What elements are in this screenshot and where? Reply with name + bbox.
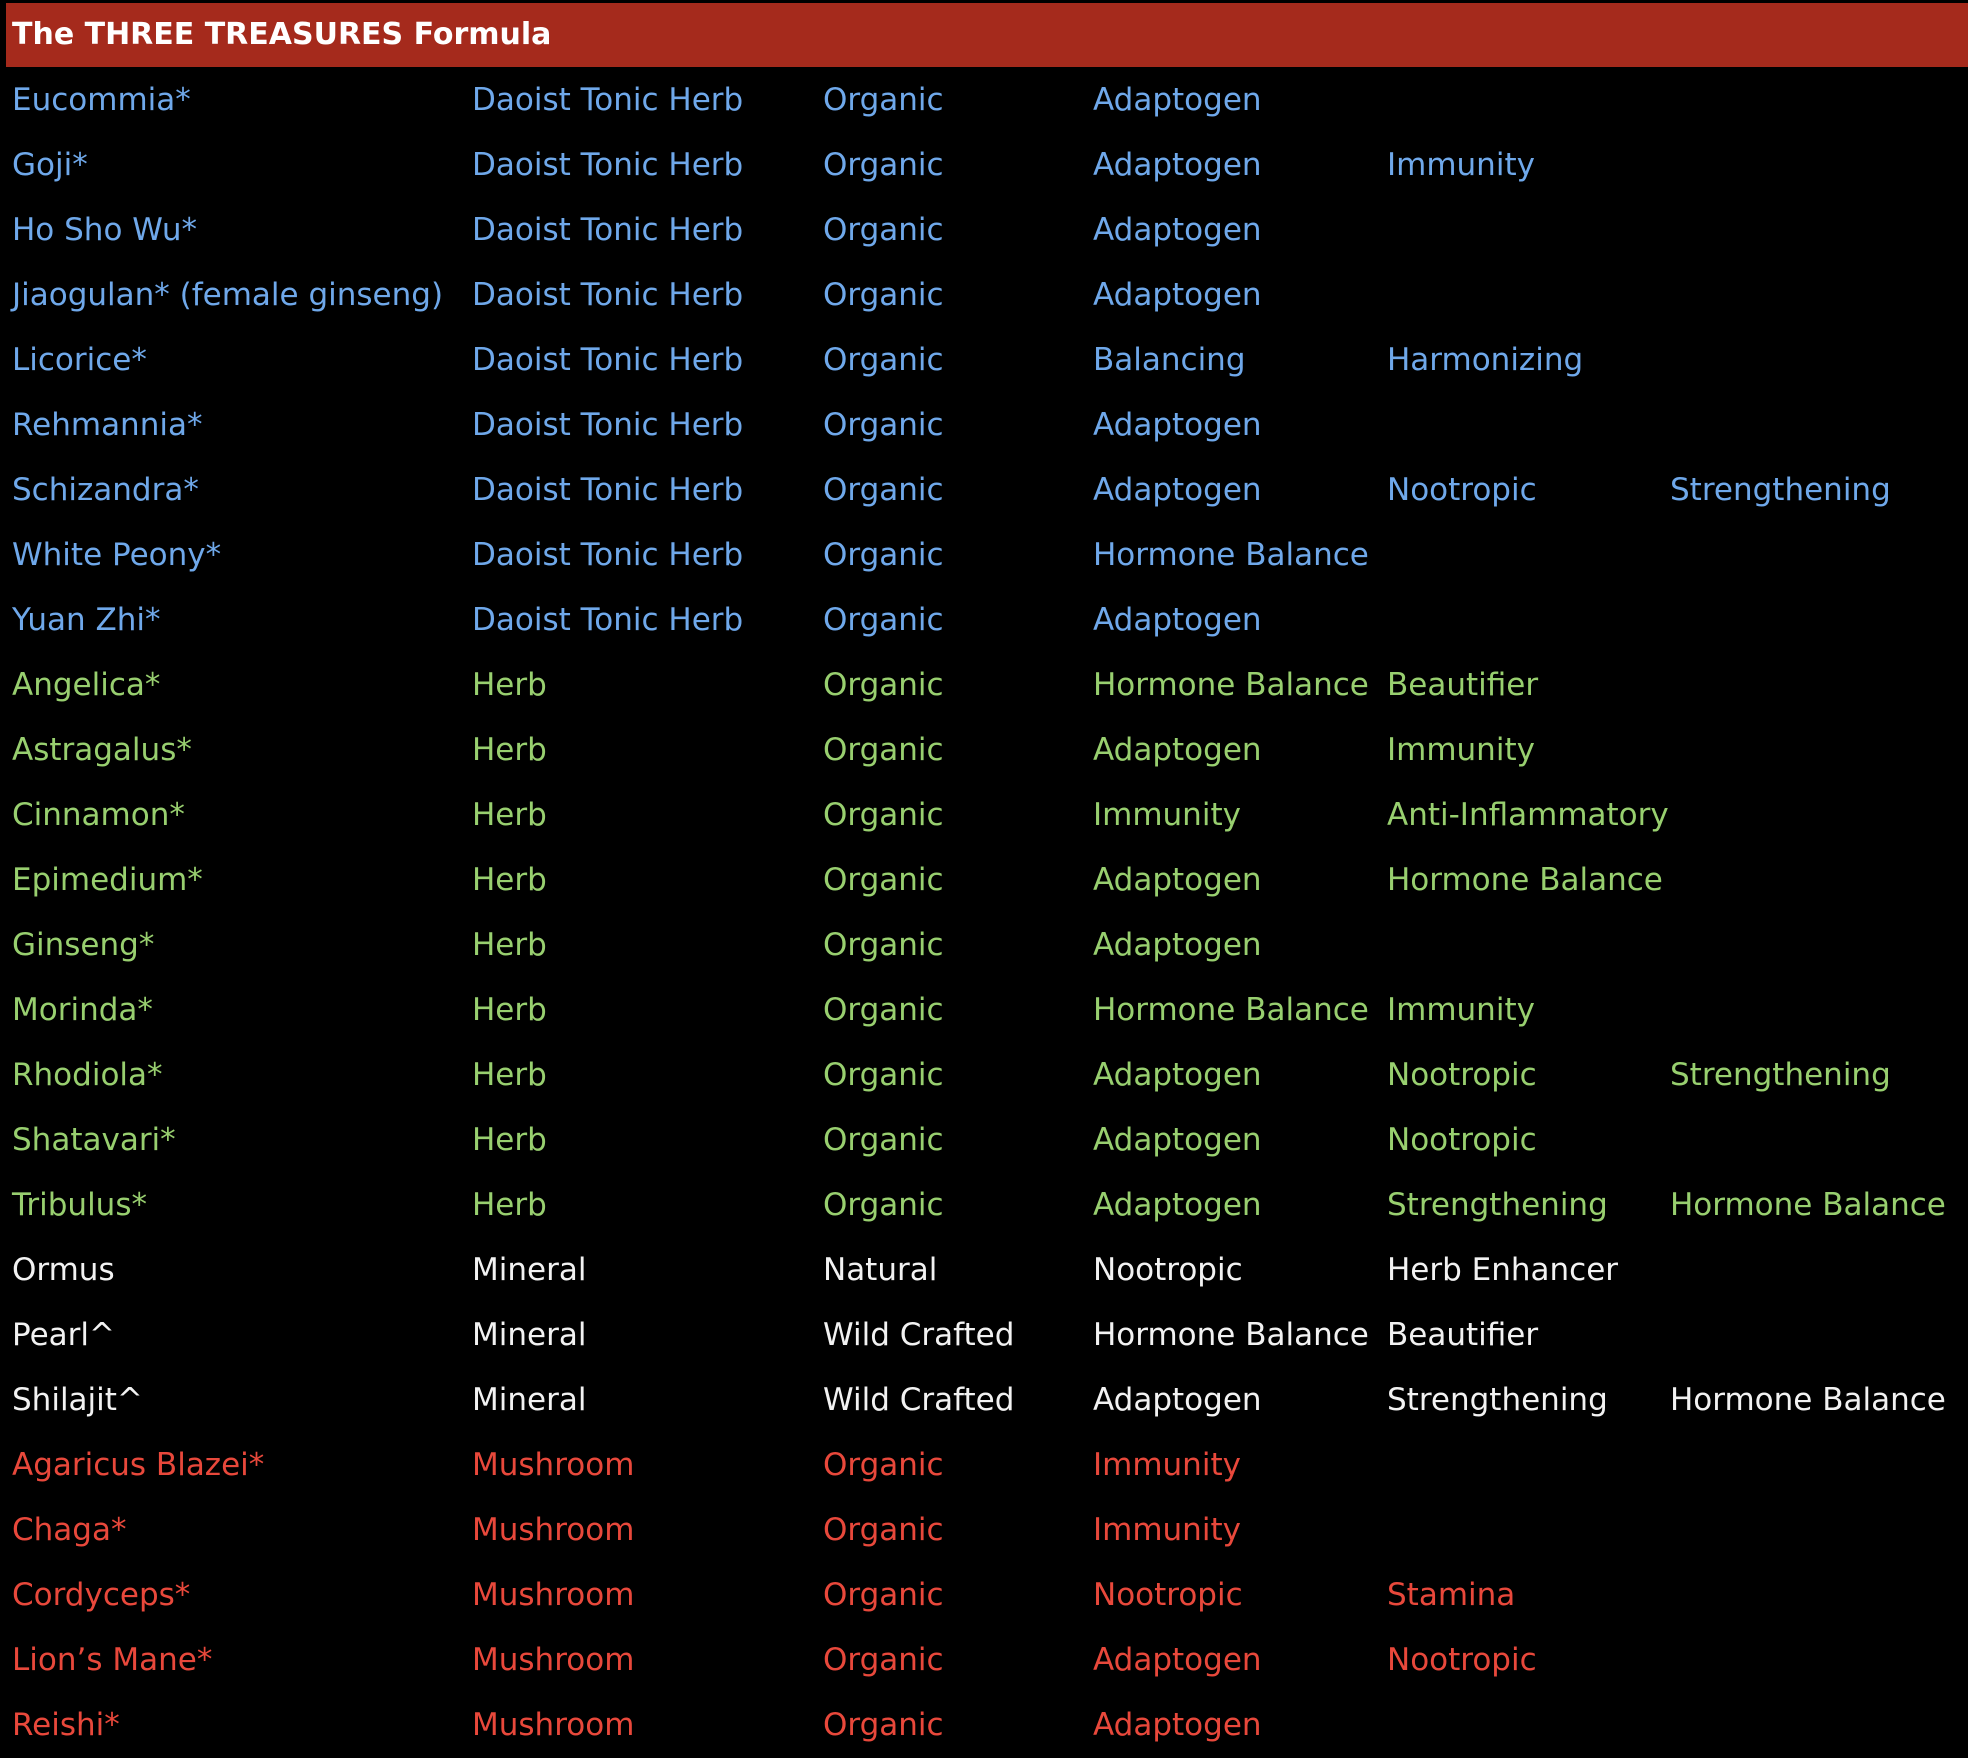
ingredient-name: Ho Sho Wu* [12, 212, 197, 248]
property-1: Adaptogen [1093, 472, 1262, 508]
ingredient-type: Mineral [472, 1382, 587, 1418]
property-1: Adaptogen [1093, 407, 1262, 443]
table-row [0, 328, 1968, 393]
table-row [0, 393, 1968, 458]
sourcing: Organic [823, 992, 944, 1028]
table-row [0, 1563, 1968, 1628]
ingredients-table [0, 68, 1968, 1758]
ingredient-type: Herb [472, 992, 547, 1028]
property-1: Adaptogen [1093, 1642, 1262, 1678]
ingredient-type: Mineral [472, 1252, 587, 1288]
property-1: Adaptogen [1093, 1382, 1262, 1418]
ingredient-type: Herb [472, 1057, 547, 1093]
ingredient-name: Shilajit^ [12, 1382, 143, 1418]
sourcing: Organic [823, 1057, 944, 1093]
table-row [0, 1628, 1968, 1693]
property-1: Hormone Balance [1093, 537, 1369, 573]
ingredient-name: Pearl^ [12, 1317, 115, 1353]
table-title: The THREE TREASURES Formula [6, 3, 1968, 67]
table-row [0, 848, 1968, 913]
property-1: Adaptogen [1093, 82, 1262, 118]
ingredient-name: Reishi* [12, 1707, 120, 1743]
ingredient-type: Mushroom [472, 1642, 635, 1678]
table-row [0, 978, 1968, 1043]
property-2: Hormone Balance [1387, 862, 1663, 898]
ingredient-type: Herb [472, 732, 547, 768]
ingredient-name: Ginseng* [12, 927, 155, 963]
ingredient-type: Mushroom [472, 1577, 635, 1613]
property-1: Balancing [1093, 342, 1246, 378]
table-row [0, 1498, 1968, 1563]
property-2: Nootropic [1387, 472, 1537, 508]
table-row [0, 1238, 1968, 1303]
table-row [0, 263, 1968, 328]
property-2: Immunity [1387, 992, 1535, 1028]
property-1: Adaptogen [1093, 1707, 1262, 1743]
table-row [0, 1173, 1968, 1238]
ingredient-type: Herb [472, 1122, 547, 1158]
property-1: Adaptogen [1093, 212, 1262, 248]
ingredient-name: Ormus [12, 1252, 115, 1288]
property-1: Adaptogen [1093, 1187, 1262, 1223]
table-row [0, 1368, 1968, 1433]
ingredient-name: Tribulus* [12, 1187, 147, 1223]
sourcing: Organic [823, 797, 944, 833]
ingredient-type: Herb [472, 862, 547, 898]
sourcing: Organic [823, 537, 944, 573]
property-2: Herb Enhancer [1387, 1252, 1619, 1288]
table-row [0, 1043, 1968, 1108]
sourcing: Natural [823, 1252, 938, 1288]
ingredient-name: Eucommia* [12, 82, 191, 118]
ingredient-type: Daoist Tonic Herb [472, 537, 744, 573]
ingredient-name: Lion’s Mane* [12, 1642, 213, 1678]
ingredient-type: Herb [472, 667, 547, 703]
sourcing: Organic [823, 277, 944, 313]
sourcing: Organic [823, 602, 944, 638]
table-row [0, 458, 1968, 523]
ingredient-type: Mushroom [472, 1447, 635, 1483]
sourcing: Organic [823, 1512, 944, 1548]
ingredient-type: Daoist Tonic Herb [472, 342, 744, 378]
property-2: Anti-Inflammatory [1387, 797, 1669, 833]
property-2: Beautifier [1387, 1317, 1539, 1353]
sourcing: Organic [823, 472, 944, 508]
ingredient-name: Cordyceps* [12, 1577, 191, 1613]
property-1: Adaptogen [1093, 147, 1262, 183]
sourcing: Organic [823, 732, 944, 768]
property-3: Strengthening [1670, 472, 1891, 508]
property-1: Immunity [1093, 1512, 1241, 1548]
ingredient-name: Chaga* [12, 1512, 127, 1548]
ingredient-name: Agaricus Blazei* [12, 1447, 265, 1483]
ingredient-name: Epimedium* [12, 862, 203, 898]
ingredient-name: Cinnamon* [12, 797, 185, 833]
sourcing: Organic [823, 82, 944, 118]
table-row [0, 1303, 1968, 1368]
sourcing: Wild Crafted [823, 1317, 1015, 1353]
ingredient-type: Mineral [472, 1317, 587, 1353]
ingredient-name: Shatavari* [12, 1122, 176, 1158]
table-row [0, 1433, 1968, 1498]
ingredient-type: Mushroom [472, 1512, 635, 1548]
property-2: Strengthening [1387, 1187, 1608, 1223]
property-1: Adaptogen [1093, 1057, 1262, 1093]
ingredient-name: Angelica* [12, 667, 161, 703]
sourcing: Organic [823, 1577, 944, 1613]
sourcing: Organic [823, 667, 944, 703]
ingredient-name: Astragalus* [12, 732, 192, 768]
property-2: Immunity [1387, 732, 1535, 768]
sourcing: Organic [823, 342, 944, 378]
ingredient-type: Daoist Tonic Herb [472, 212, 744, 248]
ingredient-type: Daoist Tonic Herb [472, 472, 744, 508]
sourcing: Organic [823, 1122, 944, 1158]
table-row [0, 133, 1968, 198]
property-2: Nootropic [1387, 1057, 1537, 1093]
table-row [0, 68, 1968, 133]
ingredient-name: White Peony* [12, 537, 222, 573]
table-row [0, 523, 1968, 588]
sourcing: Organic [823, 212, 944, 248]
ingredient-type: Herb [472, 797, 547, 833]
ingredient-type: Daoist Tonic Herb [472, 407, 744, 443]
ingredient-name: Licorice* [12, 342, 147, 378]
property-1: Adaptogen [1093, 277, 1262, 313]
ingredient-type: Daoist Tonic Herb [472, 147, 744, 183]
ingredient-name: Goji* [12, 147, 88, 183]
sourcing: Organic [823, 862, 944, 898]
ingredient-name: Schizandra* [12, 472, 199, 508]
property-2: Strengthening [1387, 1382, 1608, 1418]
ingredient-type: Daoist Tonic Herb [472, 602, 744, 638]
sourcing: Wild Crafted [823, 1382, 1015, 1418]
table-row [0, 718, 1968, 783]
property-1: Hormone Balance [1093, 1317, 1369, 1353]
sourcing: Organic [823, 407, 944, 443]
sourcing: Organic [823, 1447, 944, 1483]
ingredient-name: Rehmannia* [12, 407, 203, 443]
sourcing: Organic [823, 927, 944, 963]
table-row [0, 588, 1968, 653]
table-row [0, 653, 1968, 718]
table-row [0, 913, 1968, 978]
sourcing: Organic [823, 1642, 944, 1678]
sourcing: Organic [823, 1187, 944, 1223]
property-1: Adaptogen [1093, 1122, 1262, 1158]
property-1: Adaptogen [1093, 602, 1262, 638]
table-row [0, 1693, 1968, 1758]
property-2: Harmonizing [1387, 342, 1584, 378]
table-row [0, 198, 1968, 263]
property-3: Strengthening [1670, 1057, 1891, 1093]
property-1: Adaptogen [1093, 732, 1262, 768]
property-1: Immunity [1093, 797, 1241, 833]
property-2: Nootropic [1387, 1122, 1537, 1158]
property-2: Immunity [1387, 147, 1535, 183]
property-1: Immunity [1093, 1447, 1241, 1483]
property-2: Beautifier [1387, 667, 1539, 703]
ingredient-type: Herb [472, 927, 547, 963]
property-2: Nootropic [1387, 1642, 1537, 1678]
property-1: Nootropic [1093, 1577, 1243, 1613]
table-row [0, 783, 1968, 848]
property-2: Stamina [1387, 1577, 1516, 1613]
property-1: Hormone Balance [1093, 667, 1369, 703]
property-1: Adaptogen [1093, 862, 1262, 898]
property-3: Hormone Balance [1670, 1382, 1946, 1418]
sourcing: Organic [823, 1707, 944, 1743]
ingredient-name: Yuan Zhi* [12, 602, 161, 638]
property-1: Hormone Balance [1093, 992, 1369, 1028]
ingredient-name: Morinda* [12, 992, 153, 1028]
ingredient-type: Mushroom [472, 1707, 635, 1743]
property-1: Nootropic [1093, 1252, 1243, 1288]
property-1: Adaptogen [1093, 927, 1262, 963]
ingredient-type: Daoist Tonic Herb [472, 82, 744, 118]
ingredient-type: Daoist Tonic Herb [472, 277, 744, 313]
ingredient-name: Jiaogulan* (female ginseng) [12, 277, 444, 313]
property-3: Hormone Balance [1670, 1187, 1946, 1223]
sourcing: Organic [823, 147, 944, 183]
ingredient-type: Herb [472, 1187, 547, 1223]
table-row [0, 1108, 1968, 1173]
ingredient-name: Rhodiola* [12, 1057, 163, 1093]
